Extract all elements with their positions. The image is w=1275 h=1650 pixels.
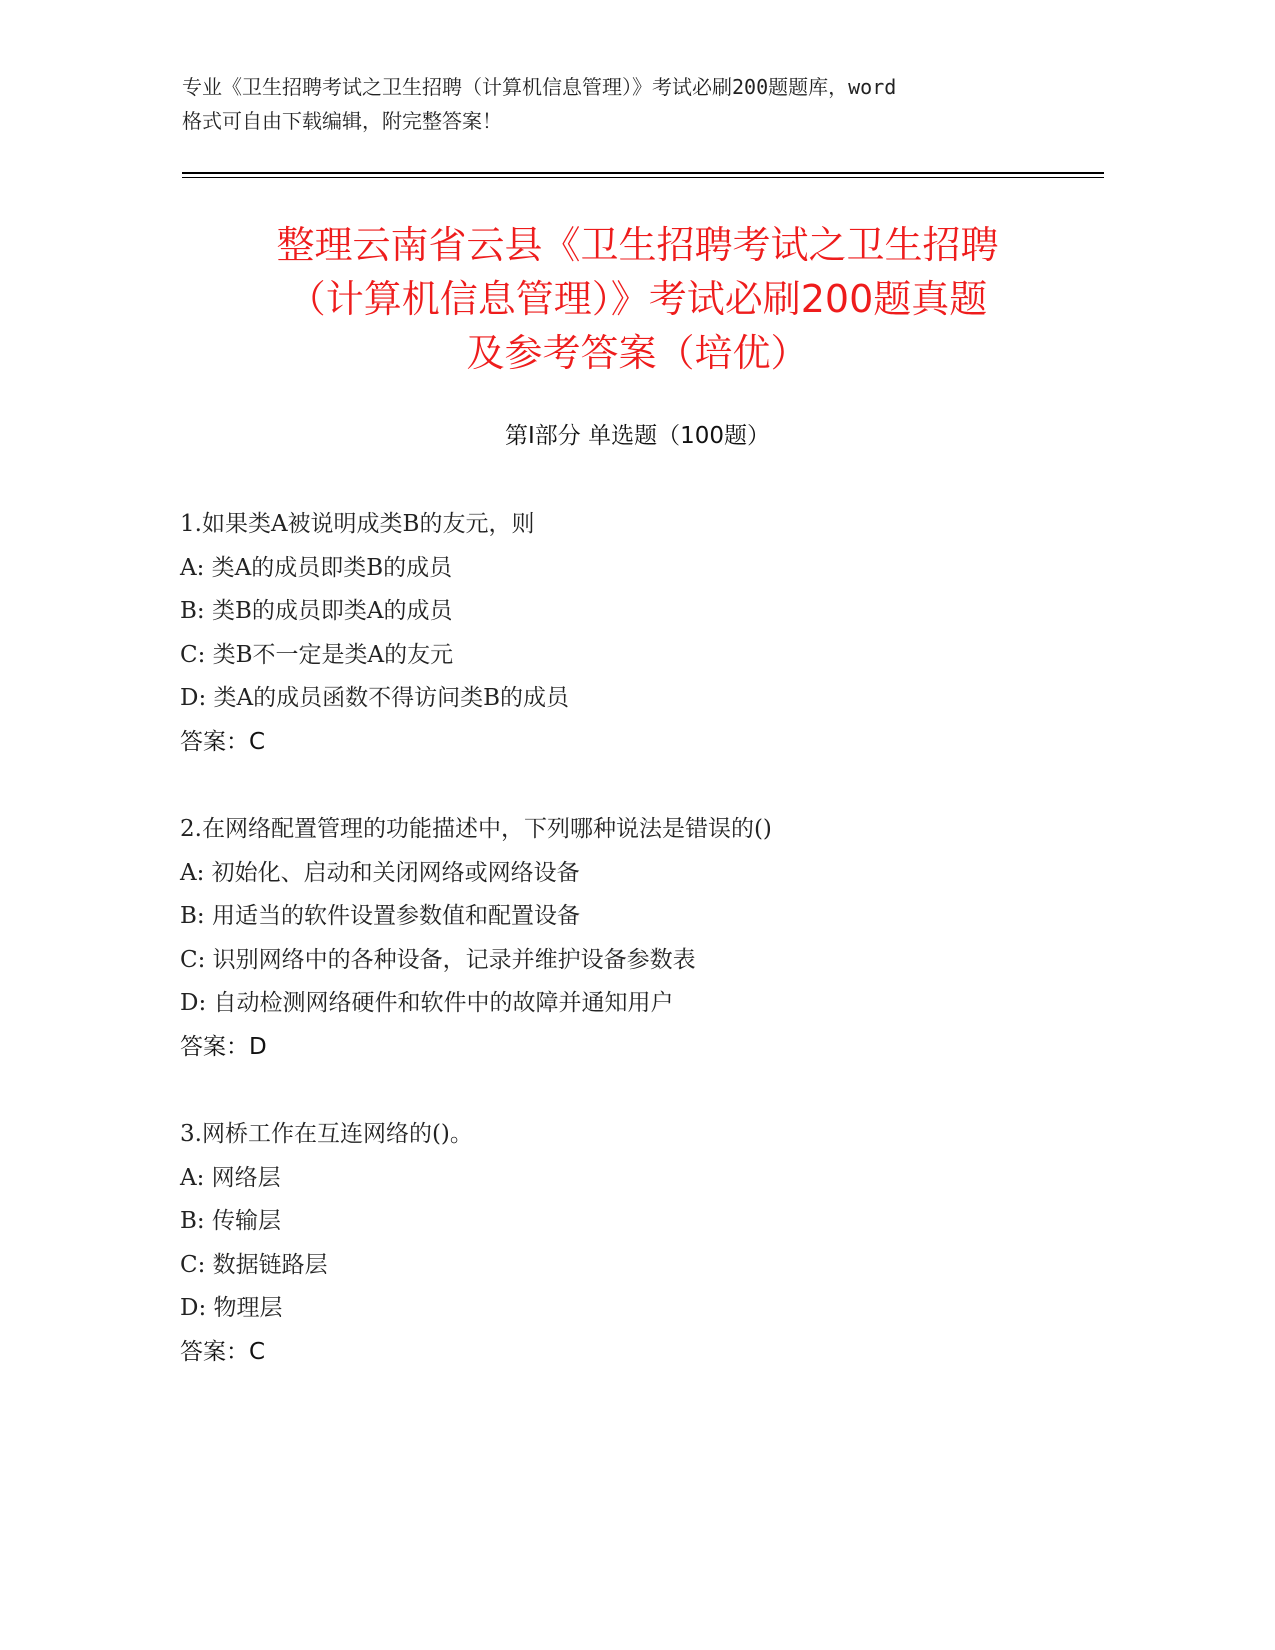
title-line-1: 整理云南省云县《卫生招聘考试之卫生招聘 [276, 223, 999, 267]
question-3 [180, 1113, 1110, 1374]
question-stem: 1.如果类A被说明成类B的友元，则 [180, 511, 535, 537]
option-c: C: 类B不一定是类A的友元 [180, 641, 454, 668]
answer-line: 答案：C [180, 728, 266, 755]
header-divider-thin [182, 177, 1104, 178]
option-d: D: 物理层 [180, 1295, 283, 1321]
option-c: C: 数据链路层 [180, 1251, 328, 1278]
option-d: D: 类A的成员函数不得访问类B的成员 [180, 685, 570, 711]
header-line-1: 专业《卫生招聘考试之卫生招聘（计算机信息管理）》考试必刷200题题库，word [182, 75, 897, 99]
header-line-2: 格式可自由下载编辑，附完整答案！ [182, 109, 502, 133]
option-b: B: 用适当的软件设置参数值和配置设备 [180, 903, 580, 929]
section-heading: 第Ⅰ部分 单选题（100题） [505, 423, 770, 449]
question-stem: 2.在网络配置管理的功能描述中，下列哪种说法是错误的() [180, 816, 772, 842]
option-a: A: 类A的成员即类B的成员 [180, 554, 453, 581]
answer-line: 答案：D [180, 1033, 267, 1060]
document-title [170, 218, 1105, 380]
answer-line: 答案：C [180, 1338, 266, 1365]
option-b: B: 传输层 [180, 1208, 281, 1234]
title-line-2: （计算机信息管理）》考试必刷200题真题 [287, 277, 988, 321]
option-b: B: 类B的成员即类A的成员 [180, 598, 453, 624]
option-a: A: 网络层 [180, 1164, 281, 1191]
question-2 [180, 808, 1110, 1069]
question-list [180, 503, 1110, 1418]
question-1 [180, 503, 1110, 764]
option-a: A: 初始化、启动和关闭网络或网络设备 [180, 859, 580, 886]
option-c: C: 识别网络中的各种设备，记录并维护设备参数表 [180, 946, 696, 973]
header-description [182, 70, 1062, 138]
question-stem: 3.网桥工作在互连网络的()。 [180, 1121, 473, 1147]
title-line-3: 及参考答案（培优） [466, 331, 809, 375]
option-d: D: 自动检测网络硬件和软件中的故障并通知用户 [180, 990, 674, 1016]
header-divider-thick [182, 172, 1104, 174]
